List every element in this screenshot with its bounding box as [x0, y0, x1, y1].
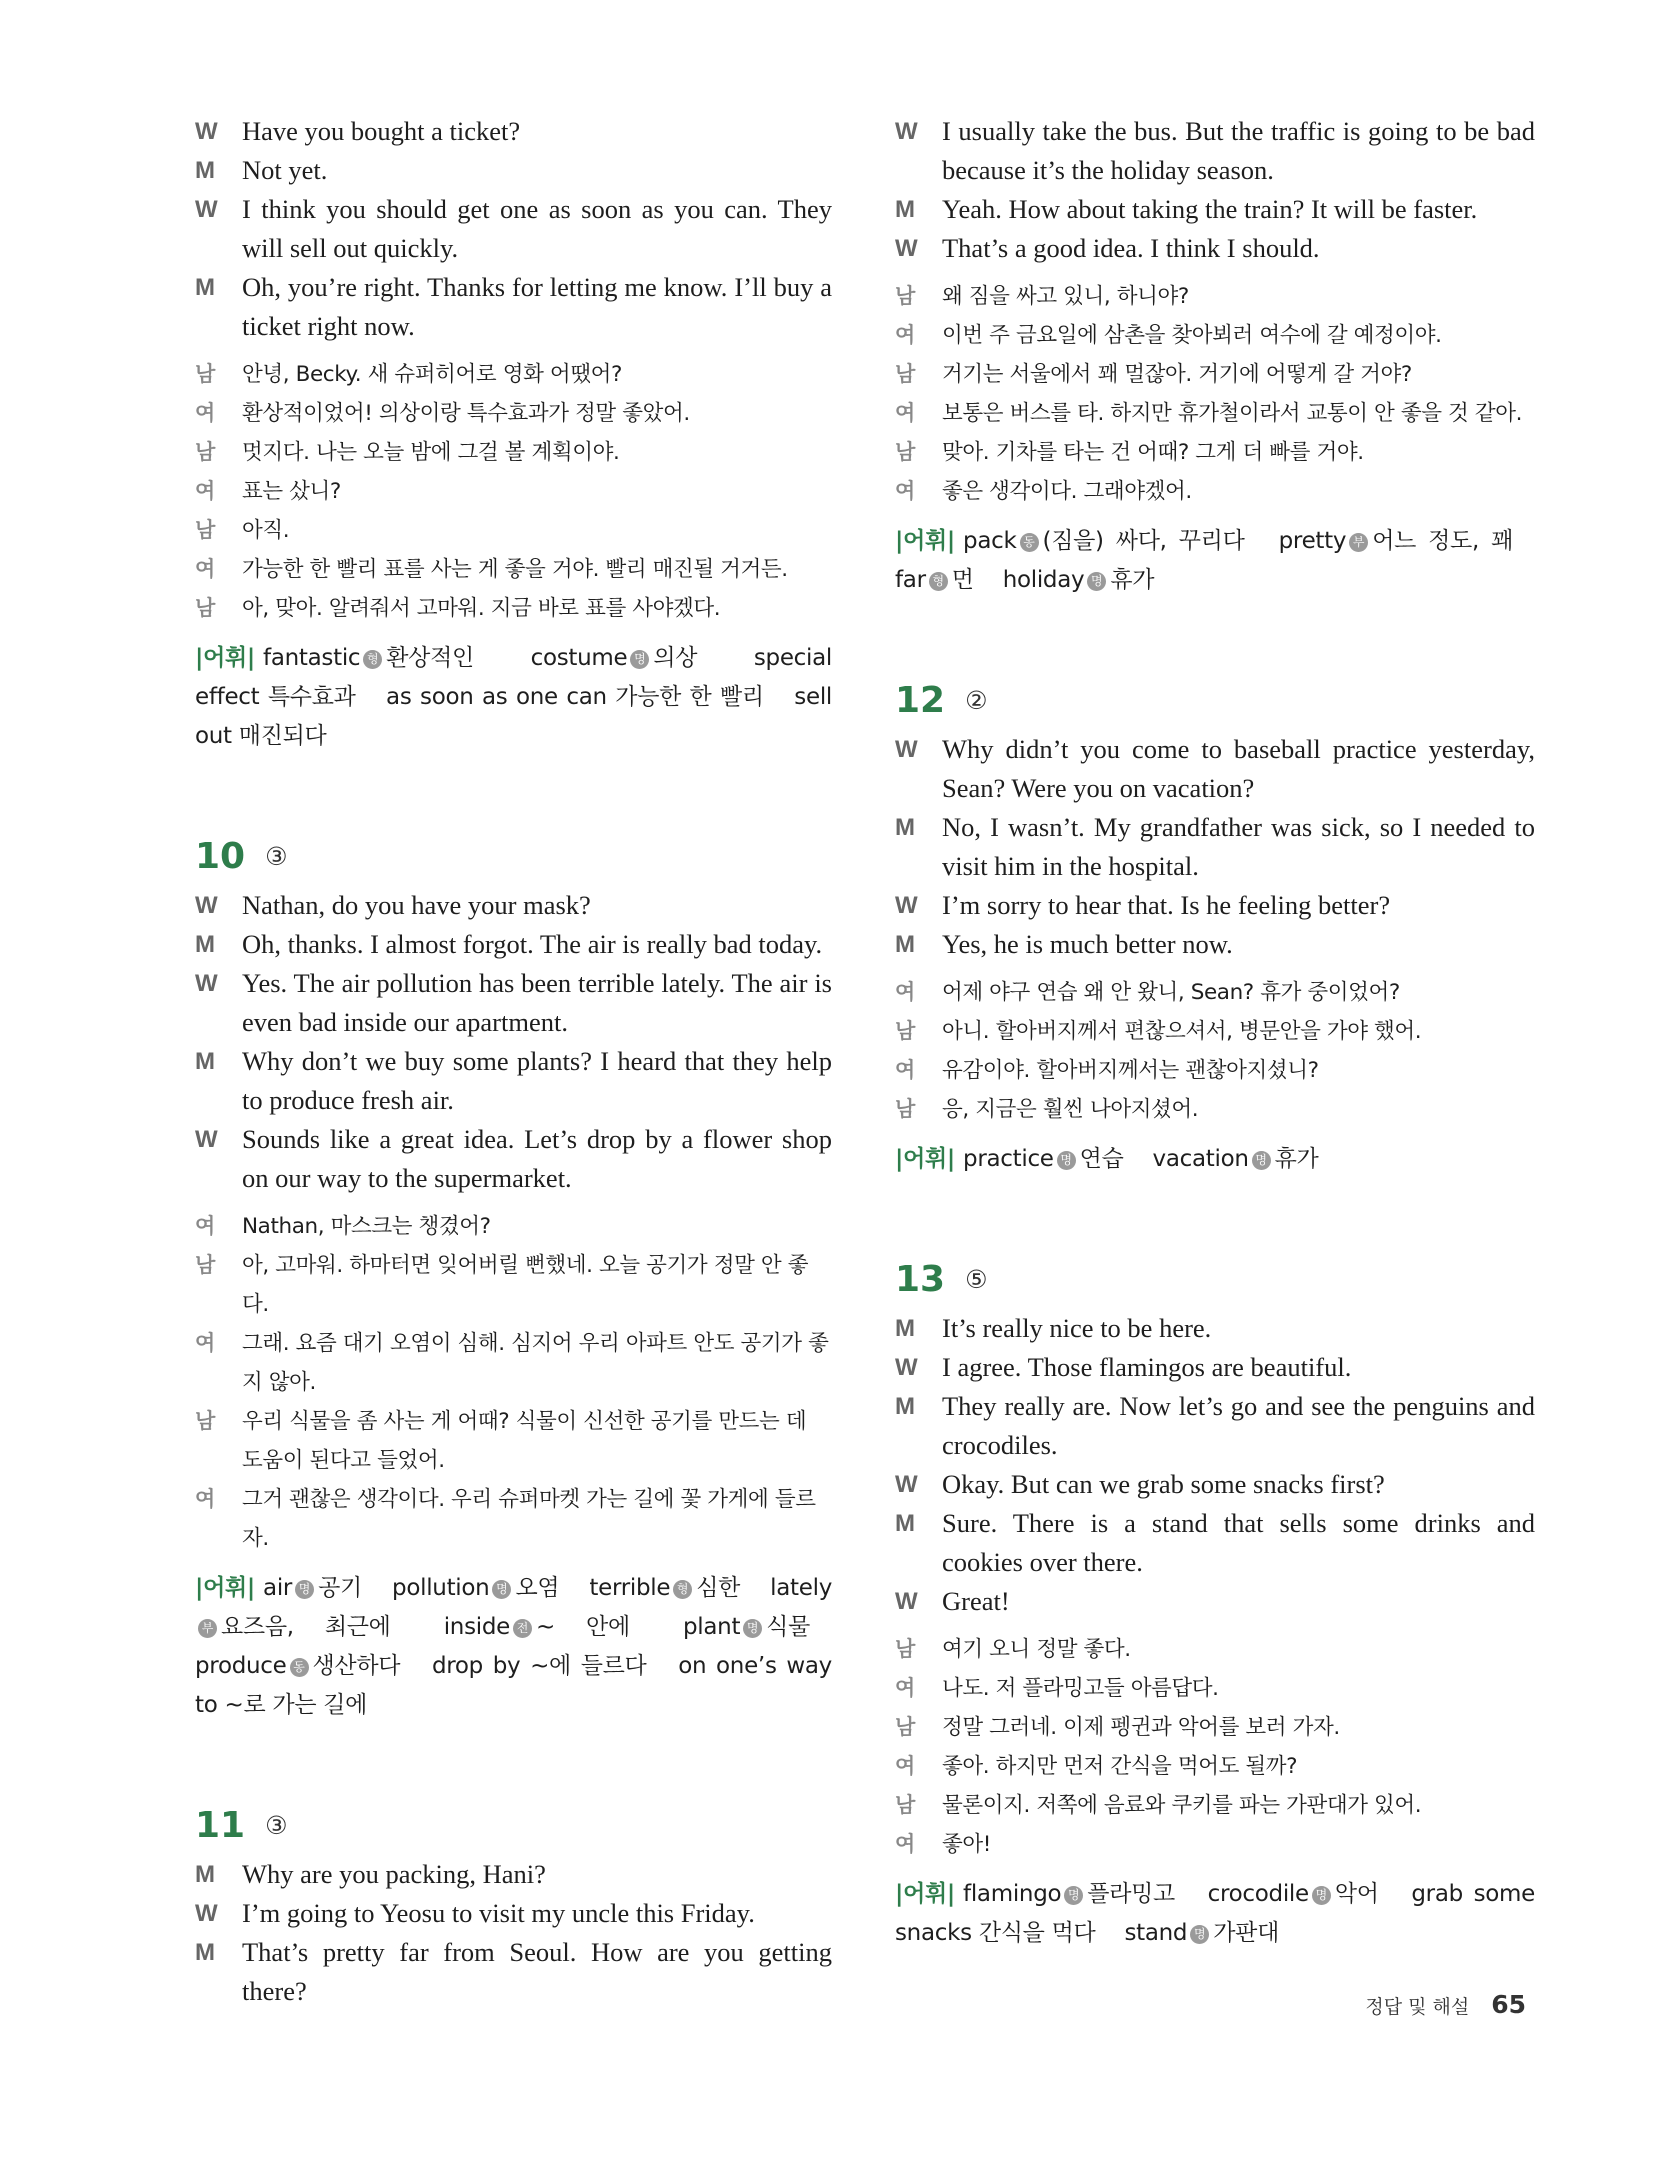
vocab-word: holiday — [1002, 567, 1085, 593]
dialogue-text: Nathan, do you have your mask? — [242, 890, 591, 920]
dialogue-text: Okay. But can we grab some snacks first? — [942, 1469, 1385, 1499]
dialogue-text: I’m sorry to hear that. Is he feeling better? — [942, 890, 1391, 920]
dialogue-line — [195, 1120, 832, 1198]
vocab-term — [589, 1575, 740, 1601]
part-of-speech-badge: 명 — [1057, 1151, 1076, 1170]
page-number: 65 — [1491, 1990, 1526, 2019]
left-column — [195, 112, 832, 2011]
part-of-speech-badge: 동 — [290, 1658, 309, 1677]
dialogue-text: Why don’t we buy some plants? I heard that they help to produce fresh air. — [242, 1046, 832, 1115]
vocab-meaning: 플라밍고 — [1087, 1881, 1175, 1907]
dialogue-text: Have you bought a ticket? — [242, 116, 521, 146]
translation-text: 표는 샀니? — [242, 479, 341, 504]
speaker-label: 남 — [195, 596, 216, 620]
translation-line — [895, 1012, 1535, 1051]
translation-text: 그거 괜찮은 생각이다. 우리 슈퍼마켓 가는 길에 꽃 가게에 들르자. — [242, 1487, 816, 1551]
dialogue-line — [895, 730, 1535, 808]
vocab-term — [195, 1653, 400, 1679]
translation-text: 안녕, Becky. 새 슈퍼히어로 영화 어땠어? — [242, 362, 622, 387]
translation-line — [195, 433, 832, 472]
vocab-term — [263, 645, 474, 671]
answer-mark: ③ — [265, 841, 288, 871]
dialogue-line — [895, 808, 1535, 886]
vocab-word: special effect — [195, 645, 832, 710]
speaker-label: M — [195, 1861, 215, 1888]
speaker-label: W — [895, 1588, 918, 1615]
dialogue-text: Yes. The air pollution has been terrible lately. The air is even bad inside our apartment. — [242, 968, 832, 1037]
vocab-meaning: ~에 들르다 — [530, 1653, 647, 1679]
question-number: 13 — [895, 1258, 946, 1300]
translation-text: 우리 식물을 좀 사는 게 어때? 식물이 신선한 공기를 만드는 데 도움이 된다고 들었어. — [242, 1409, 807, 1473]
vocab-label: |어휘| — [895, 1146, 956, 1172]
translation-text: 나도. 저 플라밍고들 아름답다. — [942, 1676, 1219, 1701]
speaker-label: M — [895, 1315, 915, 1342]
vocab-label: |어휘| — [895, 528, 956, 554]
translation-line — [895, 973, 1535, 1012]
speaker-label: 남 — [895, 1793, 916, 1817]
vocab-term — [1279, 528, 1513, 554]
dialogue-line — [895, 1309, 1535, 1348]
translation-text: 정말 그러네. 이제 펭귄과 악어를 보러 가자. — [942, 1715, 1340, 1740]
translation-line — [895, 316, 1535, 355]
speaker-label: M — [895, 1510, 915, 1537]
vocab-block — [895, 1140, 1535, 1179]
vocab-word: crocodile — [1207, 1881, 1309, 1907]
vocab-term — [386, 684, 764, 710]
translation-line — [895, 355, 1535, 394]
dialogue-line — [895, 1465, 1535, 1504]
dialogue-text: Not yet. — [242, 155, 328, 185]
vocab-meaning: (짐을) 싸다, 꾸리다 — [1042, 528, 1245, 554]
vocab-word: drop by — [431, 1653, 521, 1679]
dialogue-text: That’s a good idea. I think I should. — [942, 233, 1320, 263]
speaker-label: M — [195, 157, 215, 184]
speaker-label: M — [195, 1939, 215, 1966]
question-header — [895, 678, 1535, 722]
vocab-word: pollution — [392, 1575, 490, 1601]
dialogue-line — [195, 151, 832, 190]
translation-text: 아니. 할아버지께서 편찮으셔서, 병문안을 가야 했어. — [942, 1019, 1422, 1044]
speaker-label: 여 — [195, 1331, 216, 1355]
vocab-term — [1208, 1881, 1379, 1907]
vocab-meaning: 공기 — [318, 1575, 362, 1601]
translation-text: 좋은 생각이다. 그래야겠어. — [942, 479, 1192, 504]
vocab-word: inside — [443, 1614, 510, 1640]
translation-line — [195, 1402, 832, 1480]
speaker-label: W — [195, 196, 218, 223]
question-number: 11 — [195, 1804, 246, 1846]
dialogue-line — [195, 886, 832, 925]
translation-text: 왜 짐을 싸고 있니, 하니야? — [942, 284, 1189, 309]
speaker-label: M — [895, 196, 915, 223]
speaker-label: 남 — [195, 1253, 216, 1277]
part-of-speech-badge: 명 — [1190, 1925, 1209, 1944]
speaker-label: 여 — [195, 557, 216, 581]
vocab-meaning: 의상 — [653, 645, 698, 671]
page-footer — [1365, 1990, 1526, 2019]
vocab-term — [963, 1146, 1123, 1172]
dialogue-line — [195, 925, 832, 964]
translation-line — [195, 472, 832, 511]
vocab-block — [895, 522, 1535, 600]
vocab-word: costume — [530, 645, 628, 671]
speaker-label: W — [195, 892, 218, 919]
vocab-term — [963, 1881, 1175, 1907]
vocab-meaning: 휴가 — [1110, 567, 1155, 593]
vocab-meaning: 오염 — [515, 1575, 560, 1601]
dialogue-text: Yeah. How about taking the train? It will be faster. — [942, 194, 1478, 224]
translation-line — [195, 394, 832, 433]
part-of-speech-badge: 전 — [513, 1619, 532, 1638]
dialogue-text: I agree. Those flamingos are beautiful. — [942, 1352, 1352, 1382]
vocab-word: practice — [963, 1146, 1054, 1172]
vocab-word: fantastic — [263, 645, 361, 671]
speaker-label: 여 — [195, 479, 216, 503]
vocab-meaning: 요즈음, 최근에 — [221, 1614, 391, 1640]
speaker-label: 여 — [195, 401, 216, 425]
dialogue-text: Great! — [942, 1586, 1010, 1616]
dialogue-text: I’m going to Yeosu to visit my uncle this Friday. — [242, 1898, 755, 1928]
translation-line — [195, 1480, 832, 1558]
vocab-meaning: 가능한 한 빨리 — [615, 684, 764, 710]
translation-text: 맞아. 기차를 타는 건 어때? 그게 더 빠를 거야. — [942, 440, 1364, 465]
vocab-word: lately — [770, 1575, 833, 1601]
vocab-word: far — [895, 567, 926, 593]
translation-line — [195, 1246, 832, 1324]
translation-line — [895, 1825, 1535, 1864]
translation-line — [195, 589, 832, 628]
speaker-label: W — [195, 1900, 218, 1927]
speaker-label: W — [895, 118, 918, 145]
dialogue-text: I think you should get one as soon as you can. They will sell out quickly. — [242, 194, 832, 263]
vocab-word: as soon as one can — [386, 684, 607, 710]
vocab-word: on one’s way to — [195, 1653, 832, 1718]
vocab-term — [1003, 567, 1154, 593]
speaker-label: 남 — [895, 1097, 916, 1121]
vocab-term — [1124, 1920, 1279, 1946]
translation-text: 이번 주 금요일에 삼촌을 찾아뵈러 여수에 갈 예정이야. — [942, 323, 1442, 348]
speaker-label: W — [195, 118, 218, 145]
dialogue-text: No, I wasn’t. My grandfather was sick, so I needed to visit him in the hospital. — [942, 812, 1535, 881]
dialogue-block — [195, 1855, 832, 2011]
speaker-label: W — [895, 892, 918, 919]
speaker-label: 남 — [895, 362, 916, 386]
vocab-term — [263, 1575, 362, 1601]
vocab-term — [1153, 1146, 1319, 1172]
dialogue-block — [195, 886, 832, 1198]
vocab-block — [195, 639, 832, 756]
dialogue-text: That’s pretty far from Seoul. How are you getting there? — [242, 1937, 832, 2006]
vocab-word: plant — [682, 1614, 741, 1640]
translation-text: 어제 야구 연습 왜 안 왔니, Sean? 휴가 중이었어? — [942, 980, 1400, 1005]
speaker-label: 여 — [895, 401, 916, 425]
vocab-meaning: 먼 — [951, 567, 974, 593]
translation-block — [195, 1207, 832, 1558]
speaker-label: M — [195, 274, 215, 301]
translation-text: 좋아! — [942, 1832, 991, 1857]
speaker-label: W — [895, 235, 918, 262]
part-of-speech-badge: 명 — [295, 1580, 314, 1599]
vocab-label: |어휘| — [195, 1575, 256, 1601]
translation-block — [895, 277, 1535, 511]
speaker-label: 남 — [895, 284, 916, 308]
vocab-word: sell out — [195, 684, 833, 749]
dialogue-line — [895, 229, 1535, 268]
vocab-word: produce — [195, 1653, 287, 1679]
vocab-term — [392, 1575, 559, 1601]
speaker-label: 여 — [895, 1676, 916, 1700]
speaker-label: W — [195, 970, 218, 997]
dialogue-text: Why are you packing, Hani? — [242, 1859, 546, 1889]
translation-line — [195, 550, 832, 589]
dialogue-line — [195, 1933, 832, 2011]
translation-line — [895, 1708, 1535, 1747]
translation-line — [895, 472, 1535, 511]
translation-line — [195, 1324, 832, 1402]
translation-text: 여기 오니 정말 좋다. — [942, 1637, 1131, 1662]
vocab-meaning: 악어 — [1334, 1881, 1379, 1907]
vocab-label: |어휘| — [195, 645, 256, 671]
vocab-word: pack — [963, 528, 1017, 554]
vocab-term — [531, 645, 698, 671]
translation-line — [895, 1669, 1535, 1708]
dialogue-line — [195, 190, 832, 268]
vocab-term — [444, 1614, 630, 1640]
question-number: 10 — [195, 835, 246, 877]
translation-block — [895, 973, 1535, 1129]
translation-text: 응, 지금은 훨씬 나아지셨어. — [942, 1097, 1199, 1122]
translation-block — [195, 355, 832, 628]
speaker-label: M — [895, 1393, 915, 1420]
part-of-speech-badge: 명 — [630, 650, 649, 669]
dialogue-line — [895, 1387, 1535, 1465]
dialogue-line — [195, 1855, 832, 1894]
vocab-word: grab some snacks — [895, 1881, 1535, 1946]
vocab-word: pretty — [1278, 528, 1347, 554]
dialogue-text: I usually take the bus. But the traffic is going to be bad because it’s the holiday season. — [942, 116, 1535, 185]
vocab-meaning: 심한 — [696, 1575, 741, 1601]
speaker-label: 여 — [895, 323, 916, 347]
dialogue-block — [895, 112, 1535, 268]
dialogue-line — [195, 1894, 832, 1933]
speaker-label: 여 — [895, 980, 916, 1004]
vocab-word: vacation — [1152, 1146, 1249, 1172]
part-of-speech-badge: 형 — [363, 650, 382, 669]
dialogue-line — [195, 268, 832, 346]
part-of-speech-badge: 부 — [198, 1619, 217, 1638]
speaker-label: M — [895, 814, 915, 841]
part-of-speech-badge: 명 — [1252, 1151, 1271, 1170]
vocab-meaning: 식물 — [766, 1614, 811, 1640]
translation-line — [195, 511, 832, 550]
speaker-label: 여 — [195, 1214, 216, 1238]
part-of-speech-badge: 명 — [1312, 1886, 1331, 1905]
translation-line — [895, 1090, 1535, 1129]
vocab-meaning: 특수효과 — [267, 684, 356, 710]
translation-text: 거기는 서울에서 꽤 멀잖아. 거기에 어떻게 갈 거야? — [942, 362, 1412, 387]
vocab-meaning: 생산하다 — [312, 1653, 401, 1679]
dialogue-line — [195, 112, 832, 151]
part-of-speech-badge: 부 — [1349, 533, 1368, 552]
part-of-speech-badge: 명 — [492, 1580, 511, 1599]
translation-line — [895, 1747, 1535, 1786]
dialogue-text: Sure. There is a stand that sells some drinks and cookies over there. — [942, 1508, 1535, 1577]
answer-mark: ③ — [265, 1810, 288, 1840]
speaker-label: 남 — [895, 440, 916, 464]
vocab-word: flamingo — [963, 1881, 1062, 1907]
dialogue-text: Why didn’t you come to baseball practice yesterday, Sean? Were you on vacation? — [942, 734, 1535, 803]
dialogue-text: Yes, he is much better now. — [942, 929, 1233, 959]
translation-text: 멋지다. 나는 오늘 밤에 그걸 볼 계획이야. — [242, 440, 620, 465]
vocab-meaning: 어느 정도, 꽤 — [1372, 528, 1513, 554]
translation-line — [895, 394, 1535, 433]
footer-label: 정답 및 해설 — [1365, 1996, 1470, 2018]
speaker-label: W — [895, 736, 918, 763]
speaker-label: 남 — [895, 1637, 916, 1661]
translation-text: 좋아. 하지만 먼저 간식을 먹어도 될까? — [942, 1754, 1298, 1779]
part-of-speech-badge: 명 — [743, 1619, 762, 1638]
dialogue-line — [895, 1582, 1535, 1621]
speaker-label: 여 — [895, 479, 916, 503]
vocab-word: stand — [1124, 1920, 1188, 1946]
translation-line — [895, 277, 1535, 316]
translation-text: 아, 맞아. 알려줘서 고마워. 지금 바로 표를 사야겠다. — [242, 596, 721, 621]
speaker-label: M — [195, 931, 215, 958]
translation-text: 유감이야. 할아버지께서는 괜찮아지셨니? — [942, 1058, 1319, 1083]
speaker-label: 남 — [195, 518, 216, 542]
speaker-label: 여 — [895, 1058, 916, 1082]
right-column — [895, 112, 1535, 1953]
translation-text: 환상적이었어! 의상이랑 특수효과가 정말 좋았어. — [242, 401, 690, 426]
dialogue-line — [895, 886, 1535, 925]
translation-line — [895, 1630, 1535, 1669]
dialogue-text: Oh, you’re right. Thanks for letting me know. I’ll buy a ticket right now. — [242, 272, 832, 341]
dialogue-text: They really are. Now let’s go and see the penguins and crocodiles. — [942, 1391, 1535, 1460]
speaker-label: 여 — [895, 1832, 916, 1856]
vocab-word: terrible — [589, 1575, 671, 1601]
dialogue-text: It’s really nice to be here. — [942, 1313, 1212, 1343]
speaker-label: 남 — [895, 1019, 916, 1043]
translation-text: 보통은 버스를 타. 하지만 휴가철이라서 교통이 안 좋을 것 같아. — [942, 401, 1523, 426]
speaker-label: 여 — [195, 1487, 216, 1511]
question-header — [895, 1257, 1535, 1301]
translation-text: 그래. 요즘 대기 오염이 심해. 심지어 우리 아파트 안도 공기가 좋지 않아. — [242, 1331, 829, 1395]
translation-text: Nathan, 마스크는 챙겼어? — [242, 1214, 491, 1239]
vocab-term — [895, 567, 974, 593]
vocab-word: air — [263, 1575, 293, 1601]
part-of-speech-badge: 형 — [929, 572, 948, 591]
translation-text: 아, 고마워. 하마터면 잊어버릴 뻔했네. 오늘 공기가 정말 안 좋다. — [242, 1253, 809, 1317]
translation-line — [895, 433, 1535, 472]
vocab-meaning: ~로 가는 길에 — [224, 1692, 368, 1718]
vocab-term — [432, 1653, 647, 1679]
vocab-meaning: 환상적인 — [386, 645, 474, 671]
speaker-label: 여 — [895, 1754, 916, 1778]
speaker-label: W — [195, 1126, 218, 1153]
speaker-label: 남 — [195, 362, 216, 386]
vocab-meaning: 휴가 — [1274, 1146, 1319, 1172]
part-of-speech-badge: 동 — [1020, 533, 1039, 552]
translation-line — [195, 355, 832, 394]
answer-mark: ② — [965, 685, 988, 715]
speaker-label: W — [895, 1354, 918, 1381]
dialogue-line — [895, 925, 1535, 964]
speaker-label: M — [195, 1048, 215, 1075]
part-of-speech-badge: 형 — [673, 1580, 692, 1599]
vocab-block — [195, 1569, 832, 1725]
vocab-meaning: 가판대 — [1213, 1920, 1279, 1946]
dialogue-text: Sounds like a great idea. Let’s drop by a flower shop on our way to the supermarket. — [242, 1124, 832, 1193]
speaker-label: W — [895, 1471, 918, 1498]
dialogue-line — [195, 964, 832, 1042]
vocab-term — [963, 528, 1244, 554]
translation-text: 물론이지. 저쪽에 음료와 쿠키를 파는 가판대가 있어. — [942, 1793, 1422, 1818]
vocab-label: |어휘| — [895, 1881, 956, 1907]
dialogue-block — [195, 112, 832, 346]
answer-mark: ⑤ — [965, 1264, 988, 1294]
translation-text: 아직. — [242, 518, 290, 543]
vocab-meaning: ~ 안에 — [536, 1614, 630, 1640]
dialogue-line — [195, 1042, 832, 1120]
translation-line — [895, 1051, 1535, 1090]
speaker-label: 남 — [195, 440, 216, 464]
question-header — [195, 1803, 832, 1847]
dialogue-line — [895, 1504, 1535, 1582]
vocab-meaning: 간식을 먹다 — [978, 1920, 1096, 1946]
dialogue-text: Oh, thanks. I almost forgot. The air is really bad today. — [242, 929, 823, 959]
dialogue-line — [895, 190, 1535, 229]
speaker-label: 남 — [195, 1409, 216, 1433]
dialogue-line — [895, 112, 1535, 190]
dialogue-line — [895, 1348, 1535, 1387]
vocab-term — [683, 1614, 810, 1640]
question-number: 12 — [895, 679, 946, 721]
speaker-label: M — [895, 931, 915, 958]
vocab-meaning: 매진되다 — [238, 723, 327, 749]
dialogue-block — [895, 1309, 1535, 1621]
part-of-speech-badge: 명 — [1087, 572, 1106, 591]
translation-text: 가능한 한 빨리 표를 사는 게 좋을 거야. 빨리 매진될 거거든. — [242, 557, 788, 582]
part-of-speech-badge: 명 — [1064, 1886, 1083, 1905]
question-header — [195, 834, 832, 878]
translation-block — [895, 1630, 1535, 1864]
translation-line — [895, 1786, 1535, 1825]
speaker-label: 남 — [895, 1715, 916, 1739]
vocab-meaning: 연습 — [1079, 1146, 1124, 1172]
vocab-block — [895, 1875, 1535, 1953]
translation-line — [195, 1207, 832, 1246]
dialogue-block — [895, 730, 1535, 964]
